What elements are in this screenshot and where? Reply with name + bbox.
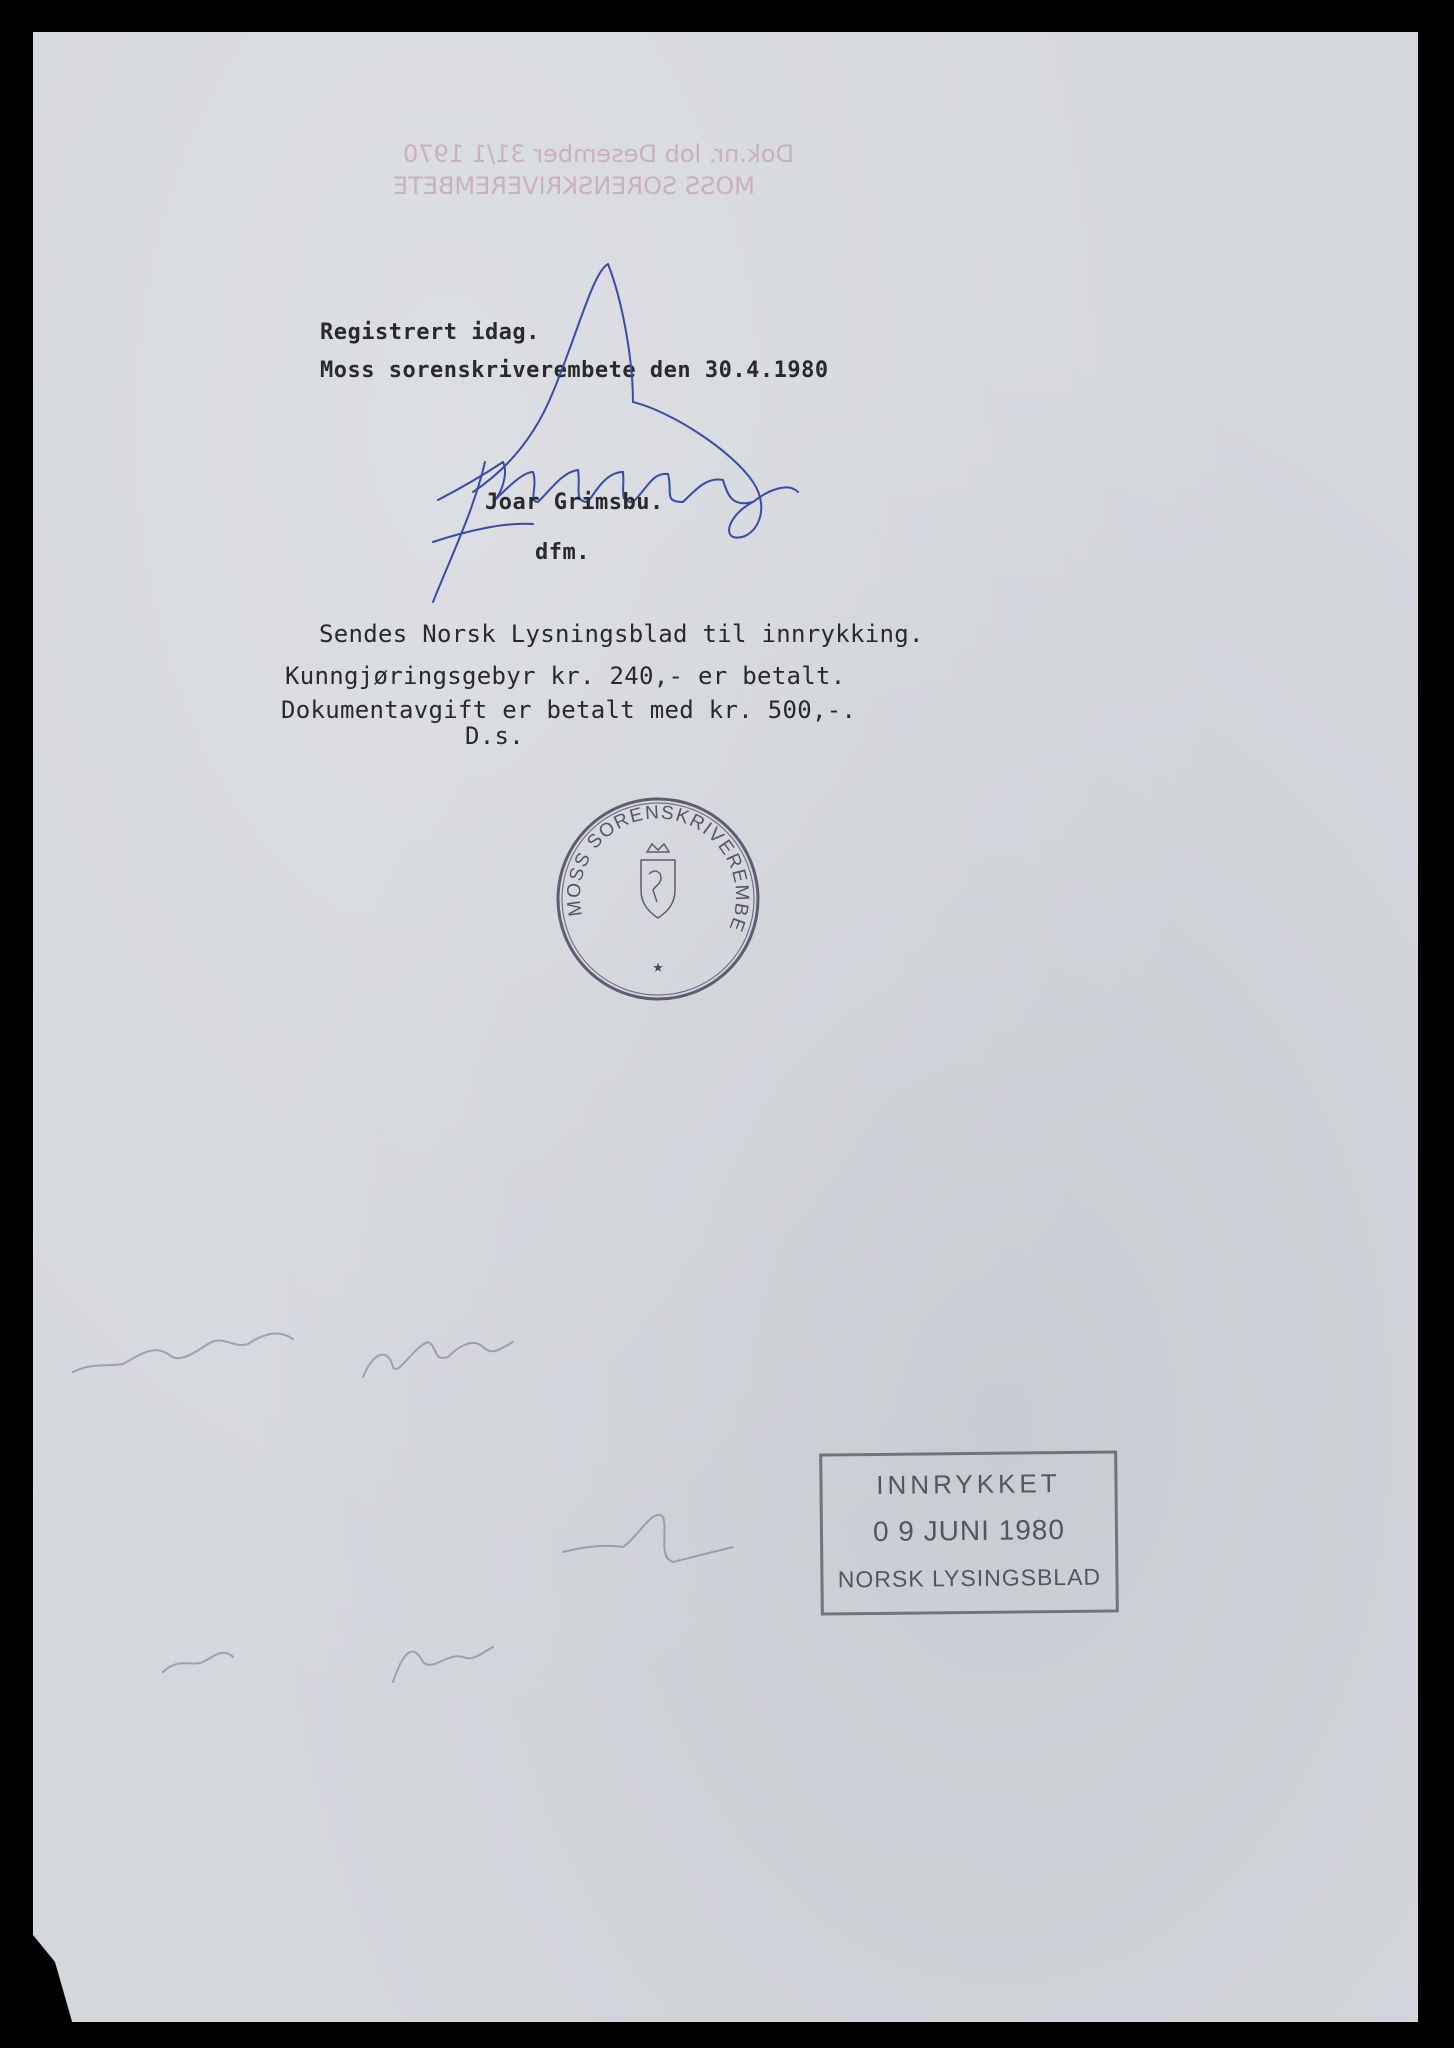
body-line-4: D.s. [465, 722, 524, 750]
received-stamp-publication: NORSK LYSINGSBLAD [837, 1563, 1102, 1593]
signatory-name: Joar Grimsbu. [485, 490, 664, 515]
received-stamp [819, 1450, 1119, 1615]
faint-handwriting [33, 32, 1418, 2022]
signatory-title: dfm. [535, 540, 590, 565]
seal-text: MOSS SORENSKRIVEREMBETE [545, 778, 753, 936]
office-date-line: Moss sorenskriverembete den 30.4.1980 [320, 358, 829, 383]
body-line-3: Dokumentavgift er betalt med kr. 500,-. [281, 696, 857, 724]
ghost-stamp-line1: Dok.nr. lob Desember 31/1 1970 [403, 140, 795, 168]
registered-line: Registrert idag. [320, 320, 540, 345]
document-page [33, 32, 1418, 2022]
seal-star-icon: ★ [652, 956, 664, 977]
ghost-stamp-line2: MOSS SORENSKRIVEREMBETE [393, 172, 755, 200]
body-line-2: Kunngjøringsgebyr kr. 240,- er betalt. [285, 662, 846, 690]
body-line-1: Sendes Norsk Lysningsblad til innrykking. [319, 620, 924, 648]
received-stamp-title: INNRYKKET [876, 1468, 1061, 1500]
received-stamp-date: 0 9 JUNI 1980 [872, 1513, 1066, 1548]
